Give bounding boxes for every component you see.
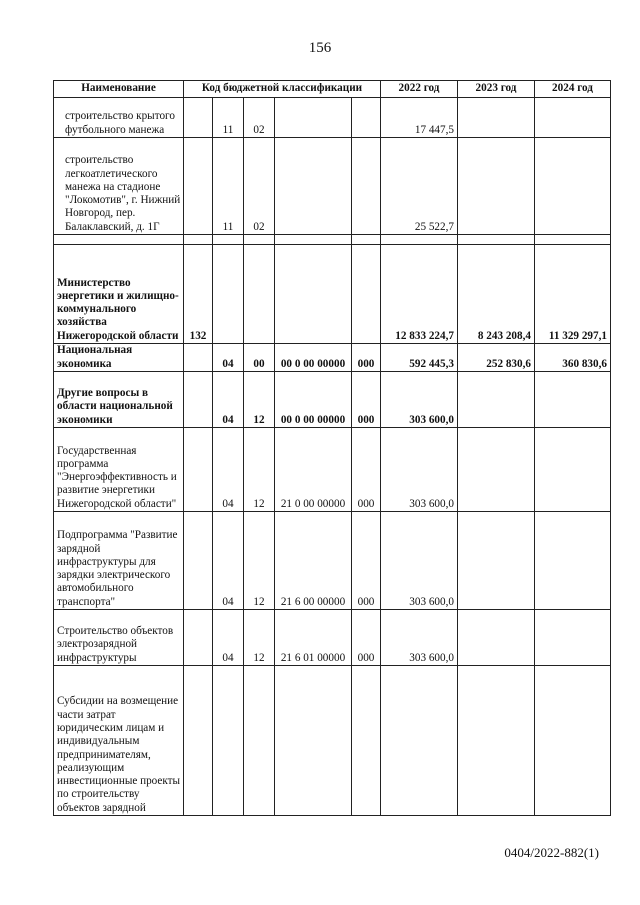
table-row: [54, 98, 611, 138]
table-row: [54, 610, 611, 666]
row-2024: 11 329 297,1: [535, 245, 611, 344]
row-vr: [352, 666, 381, 816]
row-name: строительство легкоатлетического манежа на стадионе "Локомотив", г. Нижний Новгород, пер. Балаклавский, д. 1Г: [54, 138, 184, 235]
row-name: Национальная экономика: [54, 344, 184, 372]
row-subsection: 00: [244, 344, 275, 372]
header-2024: 2024 год: [535, 81, 611, 98]
row-2024: [535, 666, 611, 816]
row-ministry: [184, 372, 213, 428]
row-vr: 000: [352, 344, 381, 372]
row-vr: [352, 245, 381, 344]
row-2022: 303 600,0: [381, 610, 458, 666]
row-2024: [535, 98, 611, 138]
row-name: строительство крытого футбольного манежа: [54, 98, 184, 138]
row-2024: [535, 372, 611, 428]
row-2022: 592 445,3: [381, 344, 458, 372]
row-name: Подпрограмма "Развитие зарядной инфраструктуры для зарядки электрического автомобильного транспорта": [54, 512, 184, 610]
row-2022: [381, 666, 458, 816]
row-2024: [535, 610, 611, 666]
row-section: [213, 666, 244, 816]
row-subsection: [244, 245, 275, 344]
row-target: 00 0 00 00000: [275, 372, 352, 428]
row-2023: 252 830,6: [458, 344, 535, 372]
row-ministry: 132: [184, 245, 213, 344]
page-number: 156: [308, 40, 332, 56]
table-row: [54, 245, 611, 344]
row-2022: 303 600,0: [381, 428, 458, 512]
budget-table: [53, 80, 611, 816]
table-row: [54, 666, 611, 816]
document-code: 0404/2022-882(1): [504, 845, 599, 860]
row-2023: 8 243 208,4: [458, 245, 535, 344]
row-target: 21 6 00 00000: [275, 512, 352, 610]
row-section: 04: [213, 512, 244, 610]
row-vr: 000: [352, 512, 381, 610]
row-ministry: [184, 666, 213, 816]
row-target: [275, 138, 352, 235]
row-name: Государственная программа "Энергоэффективность и развитие энергетики Нижегородской области": [54, 428, 184, 512]
row-vr: 000: [352, 372, 381, 428]
row-subsection: 12: [244, 372, 275, 428]
row-target: 21 0 00 00000: [275, 428, 352, 512]
row-vr: 000: [352, 610, 381, 666]
row-section: 04: [213, 610, 244, 666]
row-2023: [458, 666, 535, 816]
row-vr: [352, 98, 381, 138]
header-name: Наименование: [54, 81, 184, 98]
row-section: 04: [213, 372, 244, 428]
row-2023: [458, 138, 535, 235]
budget-table-container: [53, 80, 611, 816]
row-2022: 17 447,5: [381, 98, 458, 138]
row-section: 11: [213, 98, 244, 138]
row-section: 04: [213, 344, 244, 372]
header-2023: 2023 год: [458, 81, 535, 98]
row-2022: 303 600,0: [381, 372, 458, 428]
table-row: [54, 512, 611, 610]
row-target: [275, 98, 352, 138]
table-row: [54, 138, 611, 235]
row-ministry: [184, 98, 213, 138]
row-subsection: 12: [244, 512, 275, 610]
row-subsection: 12: [244, 610, 275, 666]
row-section: [213, 245, 244, 344]
row-2023: [458, 512, 535, 610]
row-2023: [458, 610, 535, 666]
row-name: Министерство энергетики и жилищно-коммунального хозяйства Нижегородской области: [54, 245, 184, 344]
header-2022: 2022 год: [381, 81, 458, 98]
table-row: [54, 344, 611, 372]
row-2022: 303 600,0: [381, 512, 458, 610]
table-header-row: [54, 81, 611, 98]
row-target: [275, 666, 352, 816]
row-ministry: [184, 344, 213, 372]
row-target: 00 0 00 00000: [275, 344, 352, 372]
row-name: Субсидии на возмещение части затрат юридическим лицам и индивидуальным предпринимателям, реализующим инвестиционные проекты по строительству объектов зарядной: [54, 666, 184, 816]
row-2022: 12 833 224,7: [381, 245, 458, 344]
table-spacer-row: [54, 235, 611, 245]
row-ministry: [184, 512, 213, 610]
row-2024: 360 830,6: [535, 344, 611, 372]
row-name: Другие вопросы в области национальной экономики: [54, 372, 184, 428]
row-ministry: [184, 138, 213, 235]
row-target: [275, 245, 352, 344]
row-2024: [535, 138, 611, 235]
row-2024: [535, 512, 611, 610]
header-code: Код бюджетной классификации: [184, 81, 381, 98]
row-vr: [352, 138, 381, 235]
row-2023: [458, 98, 535, 138]
row-name: Строительство объектов электрозарядной инфраструктуры: [54, 610, 184, 666]
row-subsection: 02: [244, 98, 275, 138]
row-2024: [535, 428, 611, 512]
row-section: 11: [213, 138, 244, 235]
row-2022: 25 522,7: [381, 138, 458, 235]
row-subsection: [244, 666, 275, 816]
row-section: 04: [213, 428, 244, 512]
row-2023: [458, 372, 535, 428]
row-vr: 000: [352, 428, 381, 512]
row-ministry: [184, 428, 213, 512]
table-row: [54, 372, 611, 428]
row-subsection: 12: [244, 428, 275, 512]
row-ministry: [184, 610, 213, 666]
table-row: [54, 428, 611, 512]
row-subsection: 02: [244, 138, 275, 235]
row-target: 21 6 01 00000: [275, 610, 352, 666]
row-2023: [458, 428, 535, 512]
